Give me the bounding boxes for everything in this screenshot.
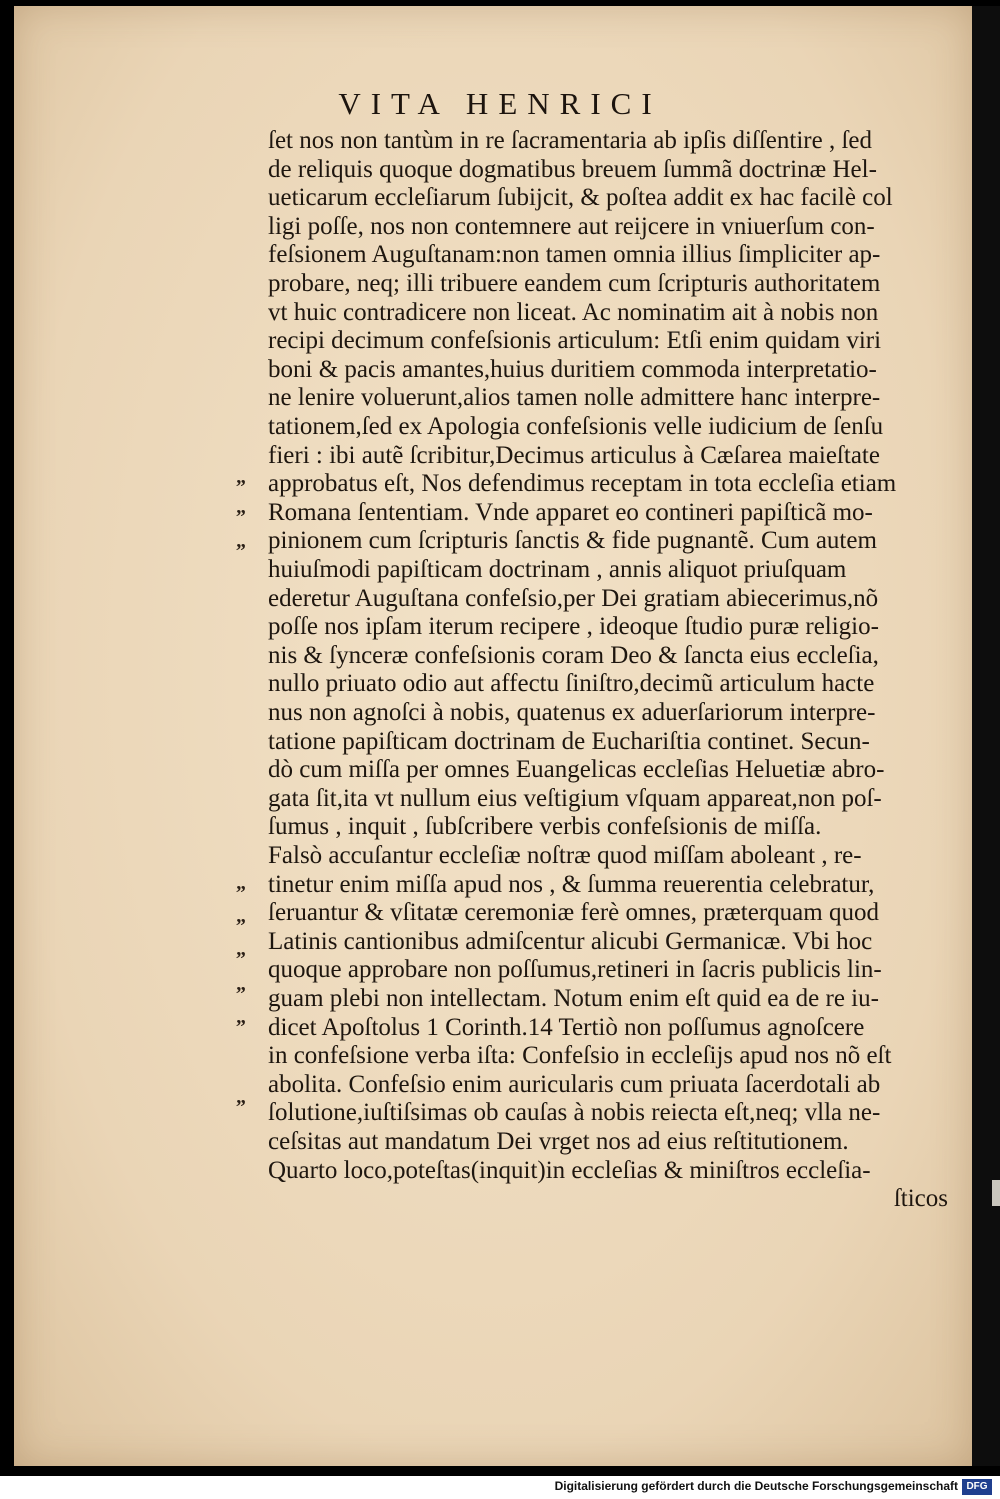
quotation-marker: „ [236, 1006, 246, 1028]
text-line: feſsionem Auguſtanam:non tamen omnia illius ſimpliciter ap- [268, 242, 881, 269]
quotation-marker: „ [236, 496, 246, 518]
quotation-marker: „ [236, 905, 246, 927]
page-edge-shadow [972, 6, 1000, 1466]
quotation-marker: „ [236, 466, 246, 488]
quotation-marker: „ [236, 938, 246, 960]
text-line: vt huic contradicere non liceat. Ac nominatim ait à nobis non [268, 299, 879, 326]
text-line: ſolutione,iuſtiſsimas ob cauſas à nobis reiecta eſt,neq; vlla ne- [268, 1100, 881, 1127]
text-line: quoque approbare non poſſumus,retineri in ſacris publicis lin- [268, 957, 882, 984]
running-head: VITA HENRICI [338, 86, 662, 121]
text-line: ceſsitas aut mandatum Dei vrget nos ad eius reſtitutionem. [268, 1129, 849, 1155]
text-line: tatione papiſticam doctrinam de Euchariſtia continet. Secun- [268, 728, 870, 755]
text-line: gata ſit,ita vt nullum eius veſtigium vſquam appareat,non poſ- [268, 785, 882, 812]
text-line: ſumus , inquit , ſubſcribere verbis confeſsionis de miſſa. [268, 814, 822, 841]
quotation-marker: „ [236, 973, 246, 995]
quotation-marker: „ [236, 530, 246, 552]
text-line: abolita. Confeſsio enim auricularis cum priuata ſacerdotali ab [268, 1071, 881, 1098]
text-line: nullo priuato odio aut affectu ſiniſtro,decimũ articulum hacte [268, 671, 875, 698]
quotation-marker: „ [236, 1086, 246, 1108]
text-line: Latinis cantionibus admiſcentur alicubi Germanicæ. Vbi hoc [268, 928, 873, 955]
funding-credit: Digitalisierung gefördert durch die Deutsche Forschungsgemeinschaft [554, 1479, 958, 1493]
text-line: tinetur enim miſſa apud nos , & ſumma reuerentia celebratur, [268, 871, 875, 898]
text-line: dò cum miſſa per omnes Euangelicas eccleſias Heluetiæ abro- [268, 757, 885, 784]
color-tab [992, 1180, 1000, 1206]
text-line: probare, neq; illi tribuere eandem cum ſcripturis authoritatem [268, 271, 881, 297]
text-line: boni & pacis amantes,huius duritiem commoda interpretatio- [268, 356, 877, 383]
text-line: ſeruantur & vſitatæ ceremoniæ ferè omnes, præterquam quod [268, 900, 879, 927]
text-line: Quarto loco,poteſtas(inquit)in eccleſias & miniſtros eccleſia- [268, 1157, 871, 1184]
text-line: recipi decimum confeſsionis articulum: Etſi enim quidam viri [268, 328, 882, 355]
text-line: ligi poſſe, nos non contemnere aut reijcere in vniuerſum con- [268, 213, 875, 240]
text-line: in confeſsione verba iſta: Confeſsio in eccleſijs apud nos nõ eſt [268, 1043, 892, 1070]
text-line: approbatus eſt, Nos defendimus receptam in tota eccleſia etiam [268, 471, 897, 498]
text-line: de reliquis quoque dogmatibus breuem ſummã doctrinæ Hel- [268, 156, 877, 183]
dfg-logo: DFG [962, 1479, 992, 1495]
text-line: tationem,ſed ex Apologia confeſsionis velle iudicium de ſenſu [268, 414, 884, 440]
quotation-marker: „ [236, 872, 246, 894]
text-line: ſet nos non tantùm in re ſacramentaria ab ipſis diſſentire , ſed [268, 128, 872, 154]
text-line: nus non agnoſci à nobis, quatenus ex aduerſariorum interpre- [268, 700, 876, 726]
text-line: pinionem cum ſcripturis ſanctis & fide pugnantẽ. Cum autem [268, 528, 877, 555]
text-line: Romana ſententiam. Vnde apparet eo contineri papiſticã mo- [268, 499, 873, 526]
text-line: fieri : ibi autẽ ſcribitur,Decimus articulus à Cæſarea maieſtate [268, 442, 880, 469]
text-line: poſſe nos ipſam iterum recipere , ideoque ſtudio puræ religio- [268, 614, 879, 641]
text-line: ederetur Auguſtana confeſsio,per Dei gratiam abiecerimus,nõ [268, 585, 879, 612]
text-line: nis & ſynceræ confeſsionis coram Deo & ſancta eius eccleſia, [268, 642, 879, 669]
text-line: ne lenire voluerunt,alios tamen nolle admittere hanc interpre- [268, 385, 881, 412]
catchword: ſticos [893, 1186, 948, 1213]
footer-bar [0, 1476, 1000, 1499]
text-line: huiuſmodi papiſticam doctrinam , annis aliquot priuſquam [268, 557, 847, 583]
text-line: ueticarum eccleſiarum ſubijcit, & poſtea addit ex hac facilè col [268, 185, 893, 212]
text-line: guam plebi non intellectam. Notum enim eſt quid ea de re iu- [268, 986, 879, 1012]
text-line: dicet Apoſtolus 1 Corinth.14 Tertiò non poſſumus agnoſcere [268, 1014, 865, 1041]
text-line: Falsò accuſantur eccleſiæ noſtræ quod miſſam aboleant , re- [268, 843, 862, 869]
